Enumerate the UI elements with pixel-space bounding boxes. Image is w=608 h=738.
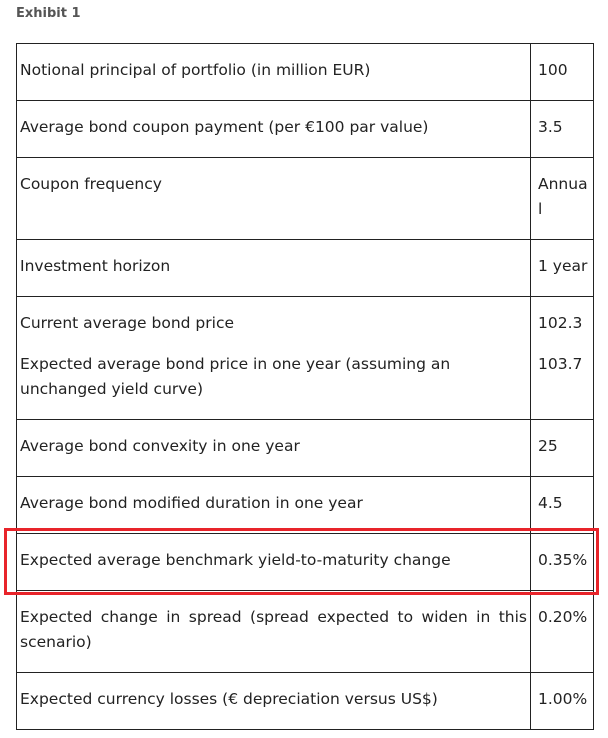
table-row [17,534,594,591]
row-label-benchmark-ytm-change: Expected average benchmark yield-to-maturity change [17,534,531,591]
table-row [17,477,594,534]
row-value-coupon-payment: 3.5 [531,101,594,158]
table-row [17,591,594,673]
row-label-currency-losses: Expected currency losses (€ depreciation versus US$) [17,673,531,730]
table-row [17,158,594,240]
expected-bond-price-value: 103.7 [538,355,583,373]
row-value-convexity: 25 [531,420,594,477]
row-value-benchmark-ytm-change: 0.35% [531,534,594,591]
row-label-spread-change: Expected change in spread (spread expected to widen in this scenario) [17,591,531,673]
row-label-modified-duration: Average bond modified duration in one year [17,477,531,534]
exhibit-title: Exhibit 1 [16,6,81,21]
current-bond-price-value: 102.3 [538,314,583,332]
table-row [17,44,594,101]
row-label-bond-price [17,297,531,420]
row-value-notional-principal: 100 [531,44,594,101]
row-label-investment-horizon: Investment horizon [17,240,531,297]
table-row [17,420,594,477]
current-bond-price-label: Current average bond price [20,314,235,332]
expected-bond-price-label: Expected average bond price in one year (assuming an unchanged yield curve) [20,355,451,398]
row-value-modified-duration: 4.5 [531,477,594,534]
row-value-bond-price [531,297,594,420]
row-value-investment-horizon: 1 year [531,240,594,297]
exhibit-table [16,43,594,730]
table-row [17,297,594,420]
table-row [17,240,594,297]
row-label-convexity: Average bond convexity in one year [17,420,531,477]
row-label-coupon-payment: Average bond coupon payment (per €100 par value) [17,101,531,158]
table-row [17,101,594,158]
row-label-notional-principal: Notional principal of portfolio (in million EUR) [17,44,531,101]
row-value-coupon-frequency: Annual [531,158,594,240]
table-row [17,673,594,730]
row-value-currency-losses: 1.00% [531,673,594,730]
row-value-spread-change: 0.20% [531,591,594,673]
row-label-coupon-frequency: Coupon frequency [17,158,531,240]
